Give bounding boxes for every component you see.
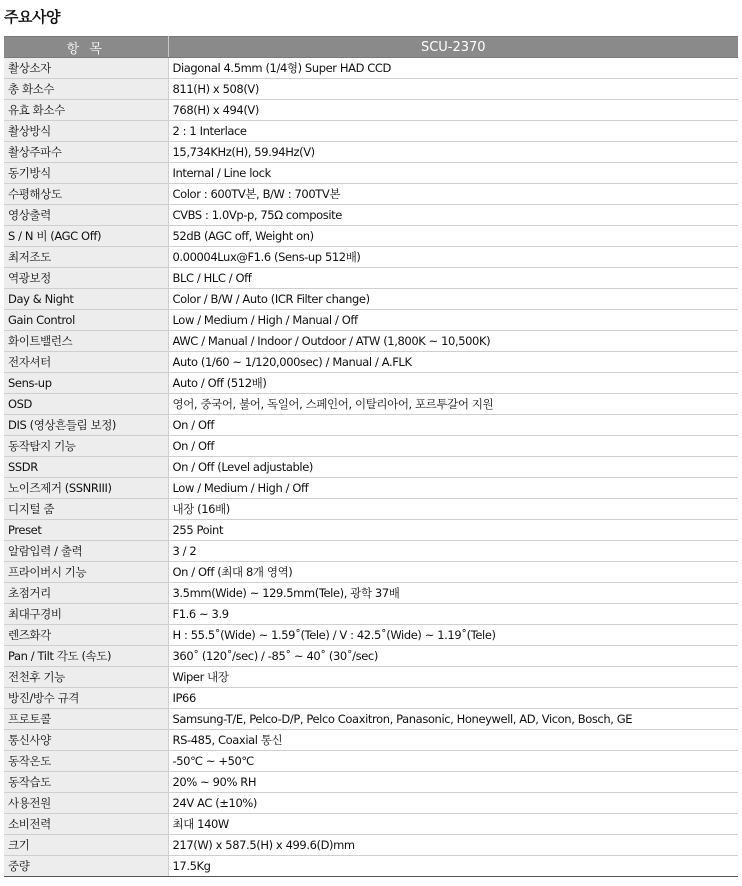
spec-value: 3 / 2 — [168, 541, 738, 562]
table-row — [4, 394, 738, 415]
spec-value: 내장 (16배) — [168, 499, 738, 520]
spec-label: 소비전력 — [4, 814, 168, 835]
table-row — [4, 520, 738, 541]
spec-label: 화이트밸런스 — [4, 331, 168, 352]
table-row — [4, 814, 738, 835]
spec-label: 영상출력 — [4, 205, 168, 226]
spec-value: 2 : 1 Interlace — [168, 121, 738, 142]
table-row — [4, 625, 738, 646]
spec-value: Auto / Off (512배) — [168, 373, 738, 394]
spec-value: On / Off — [168, 436, 738, 457]
spec-label: 방진/방수 규격 — [4, 688, 168, 709]
spec-label: 프라이버시 기능 — [4, 562, 168, 583]
spec-label: 초점거리 — [4, 583, 168, 604]
table-row — [4, 835, 738, 856]
spec-label: 총 화소수 — [4, 79, 168, 100]
spec-value: On / Off (최대 8개 영역) — [168, 562, 738, 583]
spec-label: 최저조도 — [4, 247, 168, 268]
spec-label: DIS (영상흔들림 보정) — [4, 415, 168, 436]
spec-value: 52dB (AGC off, Weight on) — [168, 226, 738, 247]
table-row — [4, 436, 738, 457]
spec-value: Low / Medium / High / Manual / Off — [168, 310, 738, 331]
table-row — [4, 457, 738, 478]
spec-label: 노이즈제거 (SSNRIII) — [4, 478, 168, 499]
spec-value: Low / Medium / High / Off — [168, 478, 738, 499]
spec-table — [4, 36, 738, 877]
spec-label: 동작습도 — [4, 772, 168, 793]
spec-value: H : 55.5˚(Wide) ~ 1.59˚(Tele) / V : 42.5˚(Wide) ~ 1.19˚(Tele) — [168, 625, 738, 646]
spec-label: Sens-up — [4, 373, 168, 394]
table-header-row — [4, 37, 738, 58]
table-row — [4, 268, 738, 289]
spec-value: BLC / HLC / Off — [168, 268, 738, 289]
spec-label: 최대구경비 — [4, 604, 168, 625]
spec-value: -50℃ ~ +50℃ — [168, 751, 738, 772]
spec-label: 유효 화소수 — [4, 100, 168, 121]
spec-label: 중량 — [4, 856, 168, 877]
spec-label: 수평해상도 — [4, 184, 168, 205]
spec-label: 렌즈화각 — [4, 625, 168, 646]
spec-value: Internal / Line lock — [168, 163, 738, 184]
spec-table-body — [4, 58, 738, 877]
table-row — [4, 688, 738, 709]
spec-value: 영어, 중국어, 불어, 독일어, 스페인어, 이탈리아어, 포르투갈어 지원 — [168, 394, 738, 415]
spec-label: 역광보정 — [4, 268, 168, 289]
table-row — [4, 856, 738, 877]
spec-label: 사용전원 — [4, 793, 168, 814]
spec-value: Diagonal 4.5mm (1/4형) Super HAD CCD — [168, 58, 738, 79]
spec-label: 크기 — [4, 835, 168, 856]
table-row — [4, 646, 738, 667]
spec-value: 24V AC (±10%) — [168, 793, 738, 814]
spec-value: 768(H) x 494(V) — [168, 100, 738, 121]
spec-label: 전천후 기능 — [4, 667, 168, 688]
table-row — [4, 667, 738, 688]
table-row — [4, 226, 738, 247]
spec-label: OSD — [4, 394, 168, 415]
table-row — [4, 142, 738, 163]
table-row — [4, 79, 738, 100]
spec-value: 217(W) x 587.5(H) x 499.6(D)mm — [168, 835, 738, 856]
spec-label: S / N 비 (AGC Off) — [4, 226, 168, 247]
spec-value: Color / B/W / Auto (ICR Filter change) — [168, 289, 738, 310]
table-row — [4, 541, 738, 562]
spec-label: Gain Control — [4, 310, 168, 331]
spec-label: 촬상주파수 — [4, 142, 168, 163]
spec-value: On / Off — [168, 415, 738, 436]
table-row — [4, 205, 738, 226]
spec-value: IP66 — [168, 688, 738, 709]
spec-value: 811(H) x 508(V) — [168, 79, 738, 100]
spec-label: Preset — [4, 520, 168, 541]
spec-label: SSDR — [4, 457, 168, 478]
spec-value: AWC / Manual / Indoor / Outdoor / ATW (1,800K ~ 10,500K) — [168, 331, 738, 352]
spec-label: 프로토콜 — [4, 709, 168, 730]
table-row — [4, 247, 738, 268]
spec-label: 동기방식 — [4, 163, 168, 184]
spec-value: RS-485, Coaxial 통신 — [168, 730, 738, 751]
table-row — [4, 184, 738, 205]
table-row — [4, 751, 738, 772]
spec-label: 알람입력 / 출력 — [4, 541, 168, 562]
spec-value: F1.6 ~ 3.9 — [168, 604, 738, 625]
spec-label: 통신사양 — [4, 730, 168, 751]
table-row — [4, 709, 738, 730]
spec-value: 255 Point — [168, 520, 738, 541]
spec-value: 15,734KHz(H), 59.94Hz(V) — [168, 142, 738, 163]
header-model-column: SCU-2370 — [168, 37, 738, 58]
spec-label: 디지털 줌 — [4, 499, 168, 520]
table-row — [4, 793, 738, 814]
table-row — [4, 58, 738, 79]
spec-label: 전자셔터 — [4, 352, 168, 373]
table-row — [4, 499, 738, 520]
spec-value: CVBS : 1.0Vp-p, 75Ω composite — [168, 205, 738, 226]
table-row — [4, 331, 738, 352]
spec-value: 3.5mm(Wide) ~ 129.5mm(Tele), 광학 37배 — [168, 583, 738, 604]
spec-label: 촬상방식 — [4, 121, 168, 142]
spec-value: 17.5Kg — [168, 856, 738, 877]
table-row — [4, 772, 738, 793]
spec-value: 360˚ (120˚/sec) / -85˚ ~ 40˚ (30˚/sec) — [168, 646, 738, 667]
spec-value: 최대 140W — [168, 814, 738, 835]
table-row — [4, 562, 738, 583]
spec-label: Pan / Tilt 각도 (속도) — [4, 646, 168, 667]
spec-label: 촬상소자 — [4, 58, 168, 79]
spec-value: Color : 600TV본, B/W : 700TV본 — [168, 184, 738, 205]
spec-value: On / Off (Level adjustable) — [168, 457, 738, 478]
table-row — [4, 100, 738, 121]
spec-label: Day & Night — [4, 289, 168, 310]
spec-value: Auto (1/60 ~ 1/120,000sec) / Manual / A.FLK — [168, 352, 738, 373]
table-row — [4, 121, 738, 142]
spec-label: 동작탐지 기능 — [4, 436, 168, 457]
table-row — [4, 478, 738, 499]
table-row — [4, 373, 738, 394]
table-row — [4, 289, 738, 310]
spec-label: 동작온도 — [4, 751, 168, 772]
table-row — [4, 604, 738, 625]
table-row — [4, 352, 738, 373]
spec-value: 0.00004Lux@F1.6 (Sens-up 512배) — [168, 247, 738, 268]
table-row — [4, 310, 738, 331]
page-title: 주요사양 — [4, 8, 60, 26]
table-row — [4, 163, 738, 184]
table-row — [4, 415, 738, 436]
spec-value: Wiper 내장 — [168, 667, 738, 688]
spec-value: Samsung-T/E, Pelco-D/P, Pelco Coaxitron, Panasonic, Honeywell, AD, Vicon, Bosch, GE — [168, 709, 738, 730]
table-row — [4, 583, 738, 604]
table-row — [4, 730, 738, 751]
header-item-column: 항 목 — [4, 37, 168, 58]
spec-value: 20% ~ 90% RH — [168, 772, 738, 793]
